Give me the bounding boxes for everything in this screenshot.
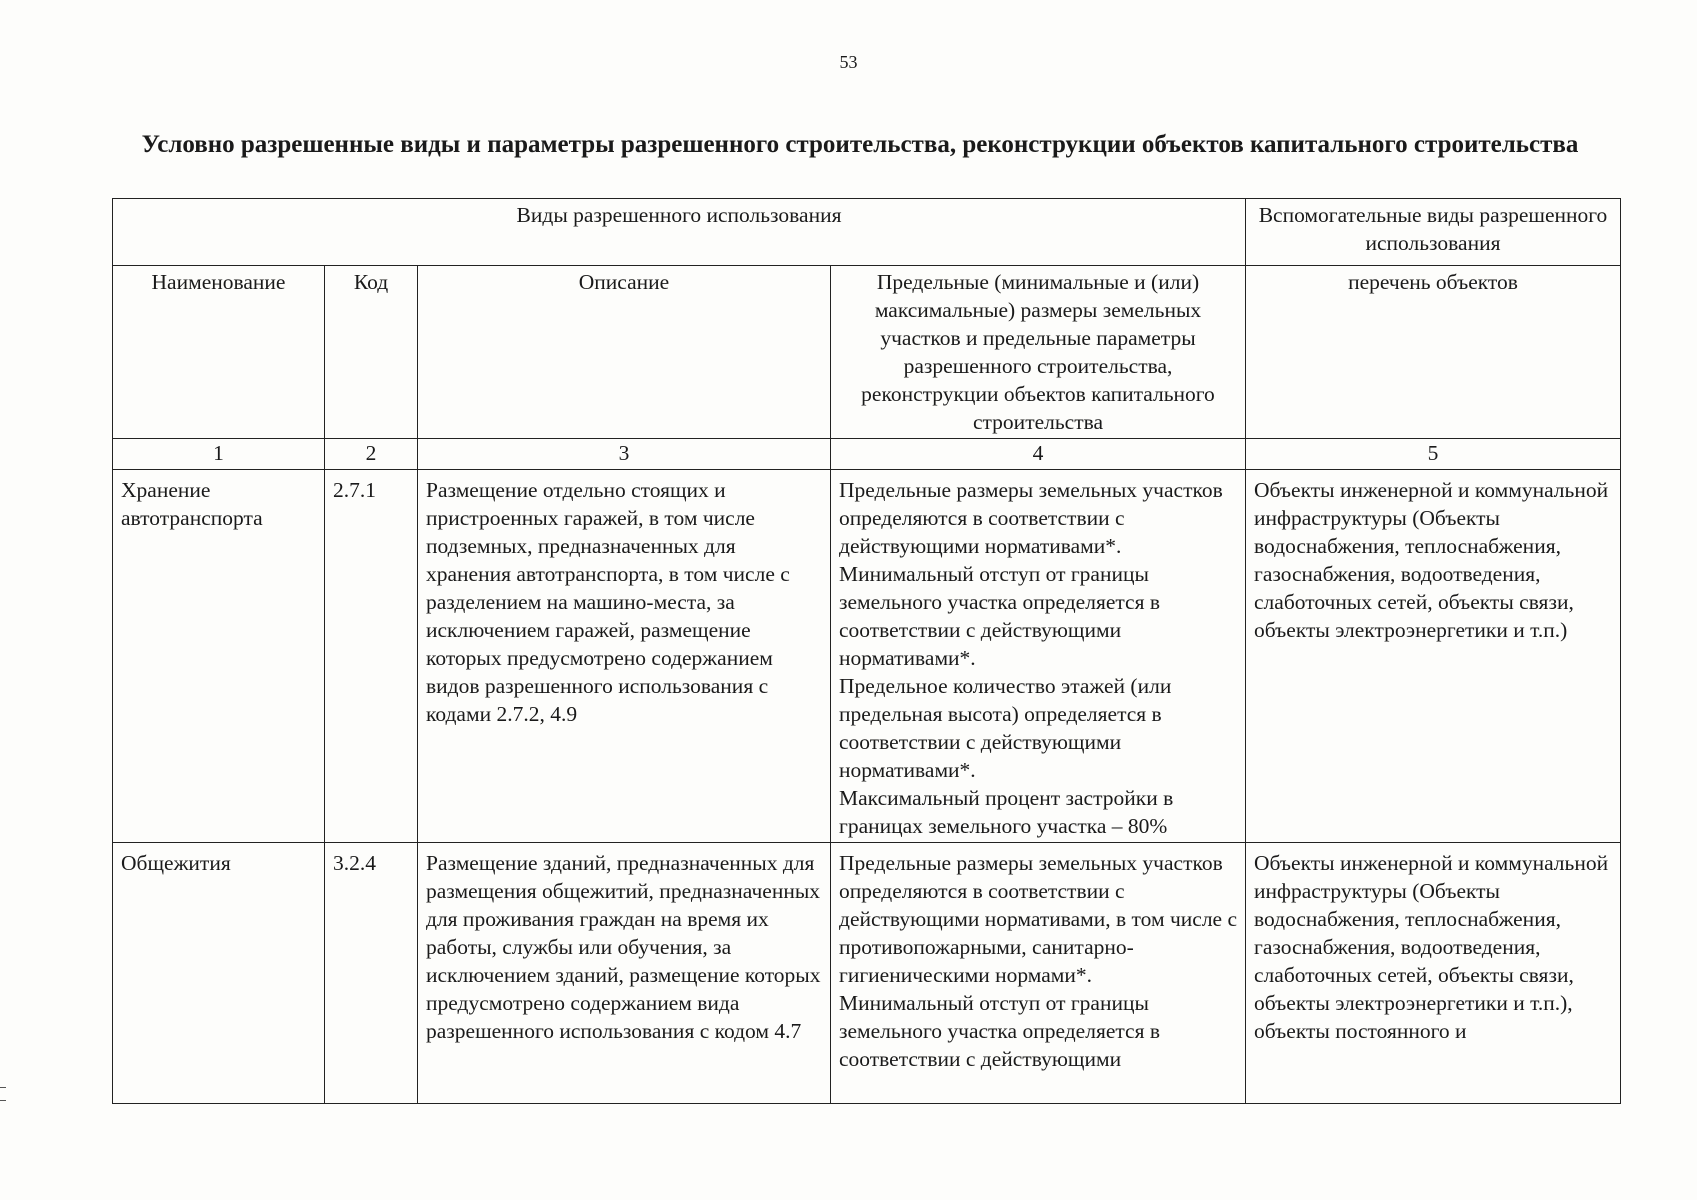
row-name-text: Общежития: [121, 851, 231, 875]
row-code-text: 3.2.4: [333, 851, 376, 875]
column-number: 5: [1246, 439, 1621, 470]
column-header-description: Описание: [418, 266, 831, 439]
column-number-row: [113, 439, 1621, 470]
row-description: Размещение отдельно стоящих и пристроенных гаражей, в том числе подземных, предназначенных для хранения автотранспорта, в том числе с разделением на машино-места, за исключением гаражей, размещение которых предусмотрено содержанием видов разрешенного использования с кодами 2.7.2, 4.9: [418, 470, 831, 843]
table-column-header-row: [113, 266, 1621, 439]
row-code: 2.7.1: [325, 470, 418, 843]
column-number: 4: [831, 439, 1246, 470]
table-row: [113, 843, 1621, 1104]
table-row: [113, 470, 1621, 843]
zoning-table: [112, 198, 1621, 1104]
column-number: 2: [325, 439, 418, 470]
row-parameters: [831, 843, 1246, 1104]
row-description: [418, 843, 831, 1104]
row-code: [325, 843, 418, 1104]
row-description-text: Размещение зданий, предназначенных для размещения общежитий, предназначенных для проживания граждан на время их работы, службы или обучения, за исключением зданий, размещение которых предусмотрено содержанием вида разрешенного использования с кодом 4.7: [426, 851, 821, 1043]
column-header-name: Наименование: [113, 266, 325, 439]
row-auxiliary-objects: Объекты инженерной и коммунальной инфраструктуры (Объекты водоснабжения, теплоснабжения, газоснабжения, водоотведения, слаботочных сетей, объекты связи, объекты электроэнергетики и т.п.): [1246, 470, 1621, 843]
column-number: 3: [418, 439, 831, 470]
row-auxiliary-objects: [1246, 843, 1621, 1104]
row-parameters-text: Предельные размеры земельных участков определяются в соответствии с действующими нормативами, в том числе с противопожарными, санитарно-гигиеническими нормами*. Минимальный отступ от границы земельного участка определяется в соответствии с действующими: [839, 851, 1237, 1071]
row-parameters: Предельные размеры земельных участков определяются в соответствии с действующими нормативами*. Минимальный отступ от границы земельного участка определяется в соответствии с действующими нормативами*. Предельное количество этажей (или предельная высота) определяется в соответствии с действующими нормативами*. Максимальный процент застройки в границах земельного участка – 80%: [831, 470, 1246, 843]
margin-mark: [0, 1087, 6, 1101]
group-header-main: Виды разрешенного использования: [113, 199, 1246, 266]
column-header-objects: перечень объектов: [1246, 266, 1621, 439]
page-number: 53: [839, 52, 858, 72]
page-title: Условно разрешенные виды и параметры разрешенного строительства, реконструкции объектов капитального строительства: [141, 131, 1579, 158]
column-header-parameters: Предельные (минимальные и (или) максимальные) размеры земельных участков и предельные параметры разрешенного строительства, реконструкции объектов капитального строительства: [831, 266, 1246, 439]
table-group-header-row: [113, 199, 1621, 266]
column-header-code: Код: [325, 266, 418, 439]
row-auxiliary-objects-text: Объекты инженерной и коммунальной инфраструктуры (Объекты водоснабжения, теплоснабжения, газоснабжения, водоотведения, слаботочных сетей, объекты связи, объекты электроэнергетики и т.п.), объекты постоянного и: [1254, 851, 1609, 1043]
row-name: [113, 843, 325, 1104]
group-header-aux: Вспомогательные виды разрешенного использования: [1246, 199, 1621, 266]
column-number: 1: [113, 439, 325, 470]
row-name: Хранение автотранспорта: [113, 470, 325, 843]
